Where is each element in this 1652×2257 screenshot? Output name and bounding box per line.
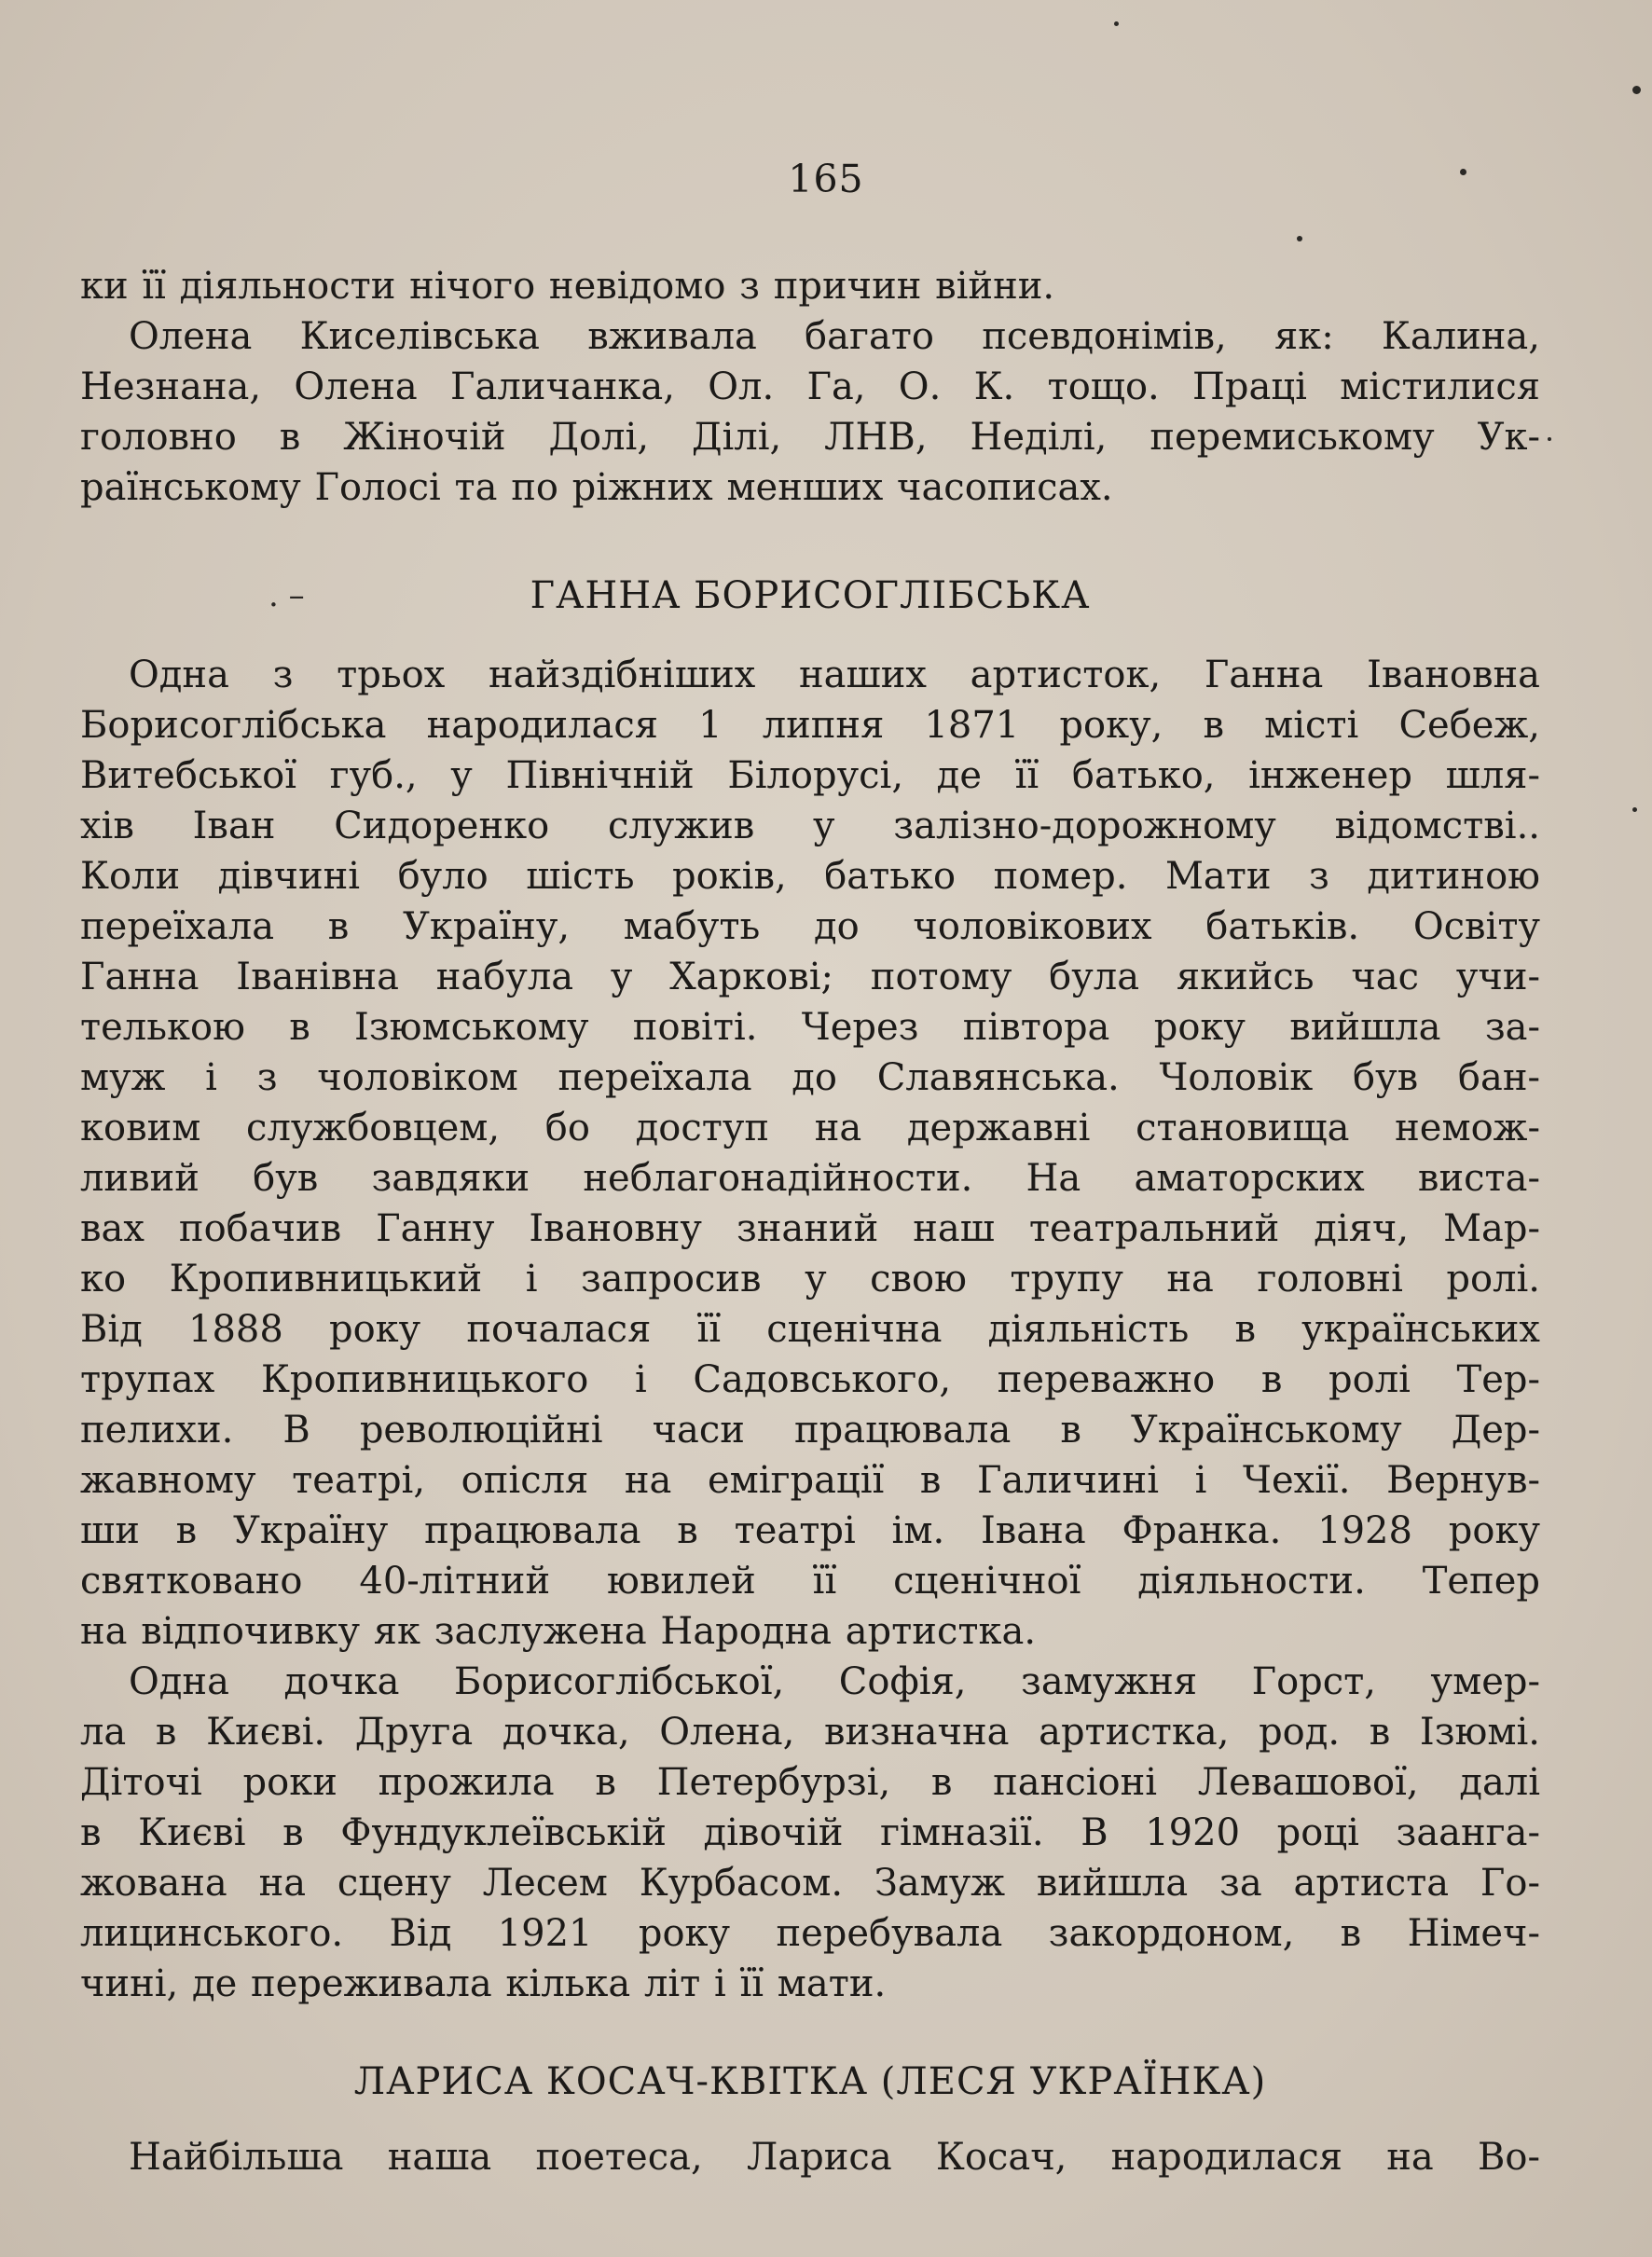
- text-line: Діточі роки прожила в Петербурзі, в пансіоні Левашової, далі: [80, 1761, 1540, 1804]
- paragraph: [80, 650, 1540, 1657]
- heading-mark: . –: [268, 577, 305, 614]
- text-line: жавному театрі, опісля на еміграції в Галичині і Чехії. Вернув-: [80, 1459, 1540, 1502]
- text-line: телькою в Ізюмському повіті. Через півтора року вийшла за-: [80, 1006, 1540, 1049]
- text-line: хів Іван Сидоренко служив у залізно-дорожному відомстві..: [80, 805, 1540, 847]
- text-line: жована на сцену Лесем Курбасом. Замуж вийшла за артиста Го-: [80, 1862, 1540, 1905]
- text-line: ливий був завдяки неблагонадійности. На аматорских виста-: [80, 1157, 1540, 1200]
- text-line: Витебської губ., у Північній Білорусі, де її батько, інженер шля-: [80, 754, 1540, 797]
- text-line: муж і з чоловіком переїхала до Славянська. Чоловік був бан-: [80, 1056, 1540, 1099]
- text-line: Ганна Іванівна набула у Харкові; потому була якийсь час учи-: [80, 956, 1540, 998]
- text-line: переїхала в Україну, мабуть до чоловікових батьків. Освіту: [80, 905, 1540, 948]
- section-text: [80, 2132, 1540, 2182]
- paper-speck: [1297, 236, 1302, 241]
- intro-text: [80, 261, 1540, 513]
- text-line: лицинського. Від 1921 року перебувала закордоном, в Німеч-: [80, 1912, 1540, 1955]
- text-line: святковано 40-літний ювилей її сценічної діяльности. Тепер: [80, 1560, 1540, 1603]
- section-heading: ГАННА БОРИСОГЛІБСЬКА: [530, 574, 1091, 617]
- text-line: ла в Києві. Друга дочка, Олена, визначна артистка, род. в Ізюмі.: [80, 1711, 1540, 1754]
- section-text: [80, 650, 1540, 2009]
- paragraph: [80, 2132, 1540, 2182]
- text-line: Одна дочка Борисоглібської, Софія, замужня Горст, умер-: [129, 1660, 1540, 1703]
- paper-speck: [1548, 437, 1551, 441]
- page-number: 165: [788, 157, 864, 201]
- text-line: чині, де переживала кілька літ і її мати.: [80, 1962, 887, 2005]
- text-line: головно в Жіночій Долі, Ділі, ЛНВ, Неділі, перемиському Ук-: [80, 416, 1540, 459]
- paper-speck: [1632, 86, 1641, 94]
- text-line: Коли дівчині було шість років, батько помер. Мати з дитиною: [80, 855, 1540, 898]
- text-line: ки її діяльности нічого невідомо з причин війни.: [80, 265, 1055, 308]
- text-line: раїнському Голосі та по ріжних менших часописах.: [80, 466, 1113, 509]
- text-line: Олена Киселівська вживала багато псевдонімів, як: Калина,: [129, 315, 1540, 358]
- text-line: вах побачив Ганну Івановну знаний наш театральний діяч, Мар-: [80, 1207, 1540, 1250]
- text-line: Від 1888 року почалася її сценічна діяльність в українських: [80, 1308, 1540, 1351]
- text-line: трупах Кропивницького і Садовського, переважно в ролі Тер-: [80, 1358, 1540, 1401]
- text-line: Незнана, Олена Галичанка, Ол. Га, О. К. тощо. Праці містилися: [80, 365, 1540, 408]
- paper-speck: [1632, 807, 1637, 812]
- text-line: ко Кропивницький і запросив у свою трупу на головні ролі.: [80, 1258, 1540, 1301]
- paragraph: [80, 1657, 1540, 2009]
- paper-speck: [1114, 21, 1119, 26]
- text-line: ковим службовцем, бо доступ на державні становища немож-: [80, 1107, 1540, 1149]
- text-line: в Києві в Фундуклеївській дівочій гімназії. В 1920 році заанга-: [80, 1811, 1540, 1854]
- paragraph: [80, 311, 1540, 513]
- text-line: Одна з трьох найздібніших наших артисток, Ганна Івановна: [129, 654, 1540, 696]
- text-line: пелихи. В революційні часи працювала в Українському Дер-: [80, 1409, 1540, 1452]
- section-heading: ЛАРИСА КОСАЧ-КВІТКА (ЛЕСЯ УКРАЇНКА): [353, 2060, 1267, 2103]
- paper-speck: [1460, 169, 1466, 175]
- text-line: на відпочивку як заслужена Народна артистка.: [80, 1610, 1037, 1653]
- text-line: ши в Україну працювала в театрі ім. Івана Франка. 1928 року: [80, 1509, 1540, 1552]
- text-line: Найбільша наша поетеса, Лариса Косач, народилася на Во-: [129, 2136, 1540, 2179]
- text-line: Борисоглібська народилася 1 липня 1871 року, в місті Себеж,: [80, 704, 1540, 747]
- paragraph: [80, 261, 1540, 311]
